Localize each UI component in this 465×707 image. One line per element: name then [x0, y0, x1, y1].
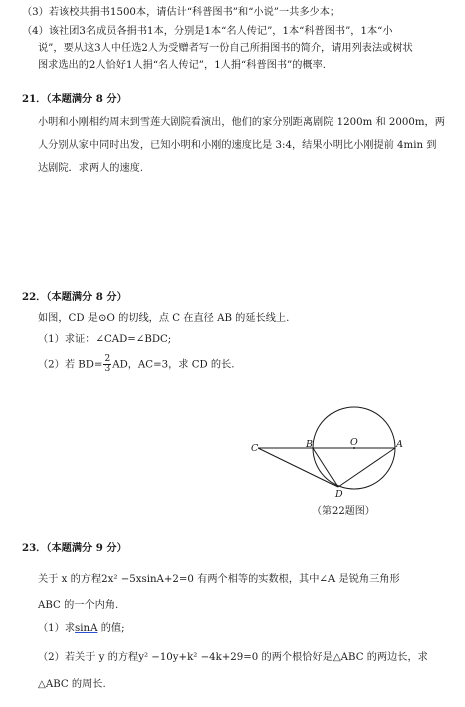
q21-header: 21．（本题满分 8 分） [22, 93, 127, 105]
q22-part1: （1）求证：∠CAD=∠BDC; [38, 334, 172, 345]
q22-part2-prefix: （2）若 BD= [38, 359, 103, 371]
q23-line2: ABC 的一个内角. [38, 600, 119, 611]
q21-line2: 人分别从家中同时出发，已知小明和小刚的速度比是 3:4，结果小明比小刚提前 4min 到 [38, 140, 437, 151]
q21-line3: 达剧院．求两人的速度. [38, 163, 144, 174]
line-a-d [338, 448, 395, 487]
fraction-denominator: 3 [104, 364, 111, 374]
q22-header: 22．（本题满分 8 分） [22, 291, 127, 303]
figure-label-a: A [396, 439, 403, 450]
q22-part2-suffix: AD，AC=3，求 CD 的长. [112, 359, 235, 371]
q20-part4-line1: （4）该社团3名成员各捐书1本，分别是1本“名人传记”，1本“科普图书”，1本“小 [22, 26, 393, 37]
q23-part1-suffix: 的值; [97, 623, 125, 634]
q23-part1-underlined: sinA [75, 623, 98, 634]
q23-part1-prefix: （1）求 [38, 623, 76, 634]
figure-label-o: O [350, 437, 358, 448]
figure-label-c: C [251, 443, 259, 454]
q21-line1: 小明和小刚相约周末到雪莲大剧院看演出，他们的家分别距离剧院 1200m 和 2000m，两 [38, 117, 445, 128]
q20-part4-line2: 说”，要从这3人中任选2人为受赠者写一份自己所捐图书的简介，请用列表法或树状 [38, 43, 413, 54]
q23-header: 23．（本题满分 9 分） [22, 542, 127, 554]
fraction-numerator: 2 [104, 354, 111, 364]
q22-intro: 如图，CD 是⊙O 的切线，点 C 在直径 AB 的延长线上. [38, 313, 290, 324]
q23-part1 [38, 622, 125, 636]
q20-part4-line3: 图求选出的2人恰好1人捐“名人传记”，1人捐“科普图书”的概率. [38, 60, 327, 71]
q23-line1: 关于 x 的方程2x² −5xsinA+2=0 有两个相等的实数根，其中∠A 是锐角三角形 [38, 574, 400, 585]
q20-part3: （3）若该校共捐书1500本，请估计“科普图书”和“小说”一共多少本； [22, 7, 341, 18]
q23-part2-line2: △ABC 的周长. [38, 679, 106, 690]
figure-label-d: D [335, 489, 343, 500]
q23-part2-line1: （2）若关于 y 的方程y² −10y+k² −4k+29=0 的两个根恰好是△ABC 的两边长，求 [38, 652, 428, 663]
figure-caption: （第22题图） [312, 506, 375, 517]
figure-label-b: B [306, 439, 313, 450]
